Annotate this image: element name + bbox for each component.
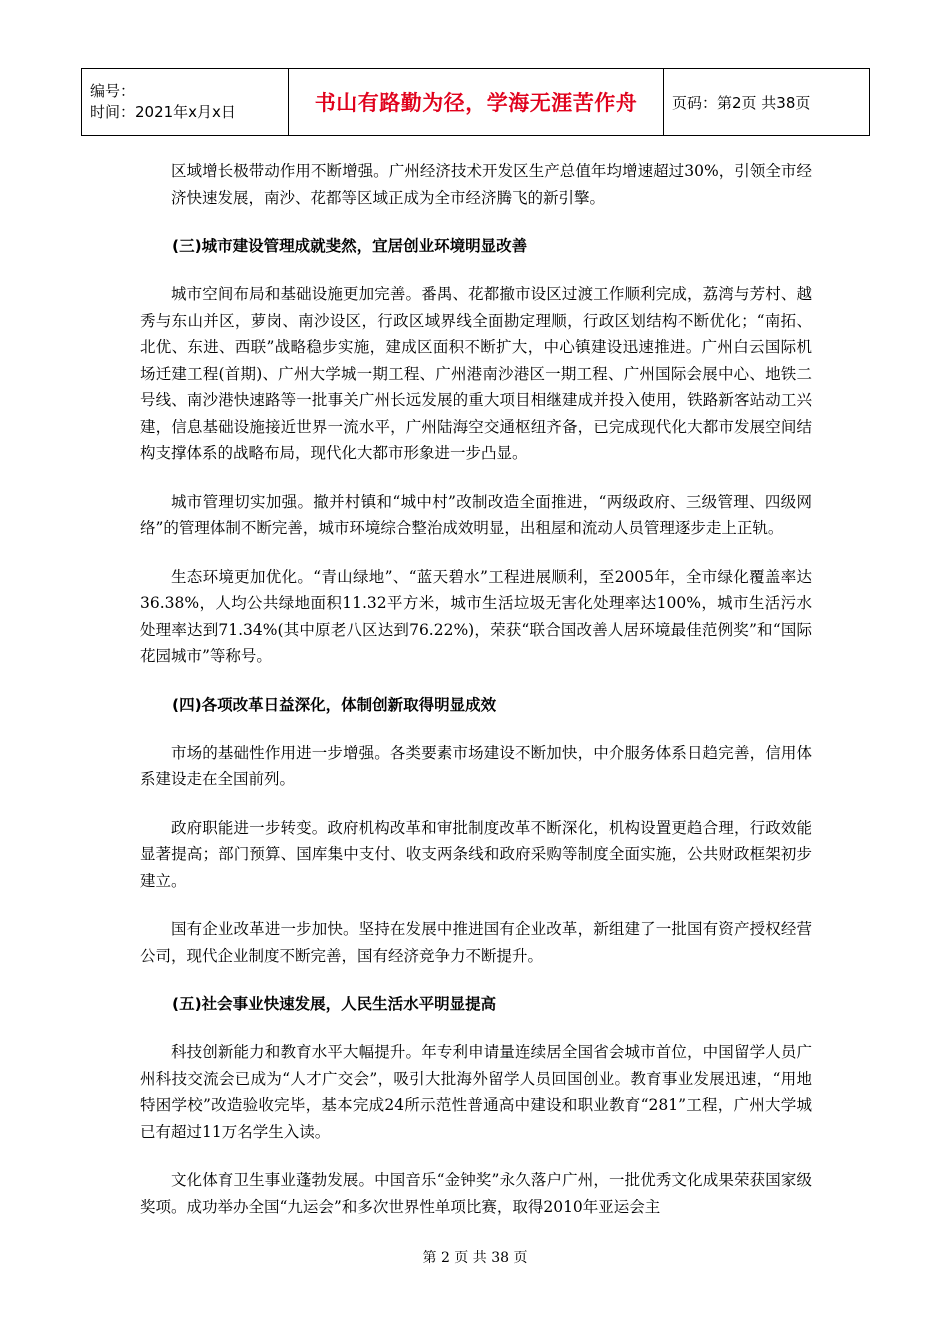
body-paragraph: 区域增长极带动作用不断增强。广州经济技术开发区生产总值年均增速超过30%，引领全市经济快速发展，南沙、花都等区域正成为全市经济腾飞的新引擎。 bbox=[171, 162, 812, 207]
body-paragraph: 政府职能进一步转变。政府机构改革和审批制度改革不断深化，机构设置更趋合理，行政效能显著提高；部门预算、国库集中支付、收支两条线和政府采购等制度全面实施，公共财政框架初步建立。 bbox=[140, 818, 812, 890]
body-paragraph: 生态环境更加优化。“青山绿地”、“蓝天碧水”工程进展顺利，至2005年，全市绿化覆盖率达36.38%，人均公共绿地面积11.32平方米，城市生活垃圾无害化处理率达100%，城市生活污水处理率达到71.34%(其中原老八区达到76.22%)，荣获“联合国改善人居环境最佳范例奖”和“国际花园城市”等称号。 bbox=[140, 567, 812, 665]
body-paragraph: 城市空间布局和基础设施更加完善。番禺、花都撤市设区过渡工作顺利完成，荔湾与芳村、越秀与东山并区，萝岗、南沙设区，行政区域界线全面勘定理顺，行政区划结构不断优化；“南拓、北优、东进、西联”战略稳步实施，建成区面积不断扩大，中心镇建设迅速推进。广州白云国际机场迁建工程(首期)、广州大学城一期工程、广州港南沙港区一期工程、广州国际会展中心、地铁二号线、南沙港快速路等一批事关广州长远发展的重大项目相继建成并投入使用，铁路新客站动工兴建，信息基础设施接近世界一流水平，广州陆海空交通枢纽齐备，已完成现代化大都市发展空间结构支撑体系的战略布局，现代化大都市形象进一步凸显。 bbox=[140, 285, 812, 462]
header-left-cell bbox=[82, 69, 289, 136]
section-heading: (三)城市建设管理成就斐然，宜居创业环境明显改善 bbox=[172, 237, 528, 255]
date-line: 时间：2021年x月x日 bbox=[90, 103, 236, 121]
body-paragraph: 文化体育卫生事业蓬勃发展。中国音乐“金钟奖”永久落户广州，一批优秀文化成果荣获国家级奖项。成功举办全国“九运会”和多次世界性单项比赛，取得2010年亚运会主 bbox=[140, 1171, 812, 1216]
header-page-info: 页码：第2页 共38页 bbox=[664, 69, 870, 136]
body-paragraph: 市场的基础性作用进一步增强。各类要素市场建设不断加快，中介服务体系日趋完善，信用体系建设走在全国前列。 bbox=[140, 743, 812, 788]
body-paragraph: 国有企业改革进一步加快。坚持在发展中推进国有企业改革，新组建了一批国有资产授权经营公司，现代企业制度不断完善，国有经济竞争力不断提升。 bbox=[140, 920, 812, 965]
section-heading: (五)社会事业快速发展，人民生活水平明显提高 bbox=[172, 995, 497, 1013]
serial-label: 编号： bbox=[90, 82, 136, 100]
page-footer: 第 2 页 共 38 页 bbox=[422, 1250, 528, 1266]
section-heading: (四)各项改革日益深化，体制创新取得明显成效 bbox=[172, 695, 497, 714]
body-paragraph: 城市管理切实加强。撤并村镇和“城中村”改制改造全面推进，“两级政府、三级管理、四级网络”的管理体制不断完善，城市环境综合整治成效明显，出租屋和流动人员管理逐步走上正轨。 bbox=[140, 492, 812, 537]
header-motto: 书山有路勤为径，学海无涯苦作舟 bbox=[289, 69, 664, 136]
body-paragraph: 科技创新能力和教育水平大幅提升。年专利申请量连续居全国省会城市首位，中国留学人员广州科技交流会已成为“人才广交会”，吸引大批海外留学人员回国创业。教育事业发展迅速，“用地特困学校”改造验收完毕，基本完成24所示范性普通高中建设和职业教育“281”工程，广州大学城已有超过11万名学生入读。 bbox=[140, 1043, 812, 1141]
document-body bbox=[140, 158, 812, 1242]
page-header bbox=[81, 68, 870, 136]
